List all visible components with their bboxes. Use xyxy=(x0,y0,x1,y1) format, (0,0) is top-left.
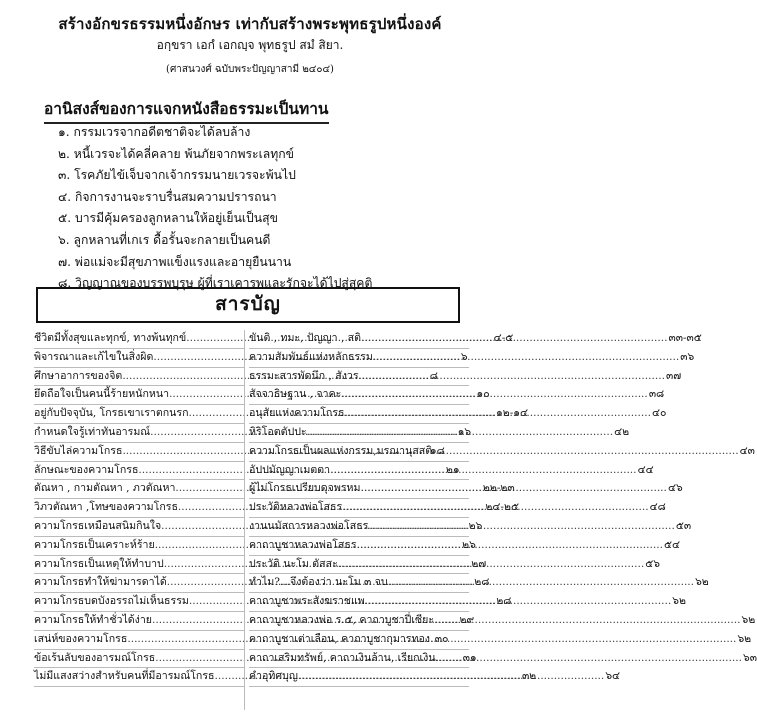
toc-entry-title: ชีวิตมีทั้งสุขและทุกข์, ทางพ้นทุกข์ xyxy=(34,332,187,344)
toc-entry-title: ตัณหา , กามตัณหา , ภวตัณหา xyxy=(34,482,176,495)
toc-dot-leader xyxy=(307,424,613,442)
toc-dot-leader xyxy=(360,480,666,498)
toc-entry-page: ๒๖ xyxy=(468,519,483,532)
toc-dot-leader xyxy=(388,574,694,592)
toc-dot-leader xyxy=(430,631,736,649)
toc-entry-page: ๔๒ xyxy=(614,425,630,438)
header-line-3: (ศาสนวงศ์ ฉบับพระปัญญาสามี ๒๔๐๔) xyxy=(166,64,334,75)
benefit-item: ๑. กรรมเวรจากอดีตชาติจะได้ลบล้าง xyxy=(58,125,251,139)
benefit-item: ๒. หนี้เวรจะได้คลี่คลาย พ้นภัยจากพระเลทุกข์ xyxy=(58,146,294,161)
toc-dot-leader xyxy=(436,650,742,668)
toc-entry xyxy=(249,443,755,462)
toc-entry-page: ๓๓-๓๕ xyxy=(668,332,702,344)
toc-entry-page: ๒๑ xyxy=(445,463,460,476)
toc-dot-leader xyxy=(432,443,738,461)
toc-entry-page: ๔๓ xyxy=(739,444,755,457)
toc-entry-page: ๖๒ xyxy=(741,613,756,626)
toc-entry-title: ทำไม?...จึงต้องว่า นะโม ๓ จบ xyxy=(249,576,388,589)
toc-entry-title: ความโกรธให้ทำชั่วได้ง่าย xyxy=(34,613,152,626)
toc-dot-leader xyxy=(342,499,648,517)
toc-entry-page: ๒๘ xyxy=(496,595,512,608)
toc-entry-title: ความสัมพันธ์แห่งหลักธรรม xyxy=(249,350,373,363)
toc-entry-title: หิริโอตตัปปะ xyxy=(249,425,307,438)
toc-entry-page: ๔๘ xyxy=(649,501,666,514)
toc-entry-title: ข้อเร้นลับของอารมณ์โกรธ xyxy=(34,651,156,664)
benefit-item: ๓. โรคภัยไข้เจ็บจากเจ้ากรรมนายเวรจะพ้นไป xyxy=(58,168,296,183)
toc-entry-page: ๑๘ xyxy=(429,444,445,457)
toc-entry-title: ประวัติหลวงพ่อโสธร xyxy=(249,501,343,514)
toc-entry-title: สัจจาธิษฐาน , จาคะ xyxy=(249,388,342,401)
toc-dot-leader xyxy=(368,518,674,536)
toc-entry-title: อนุสัยแห่งความโกรธ xyxy=(249,407,345,420)
toc-entry-title: ศึกษาอาการของจิต xyxy=(34,369,123,382)
toc-entry-title: ความโกรธเป็นเหตุให้ทำบาป xyxy=(34,557,164,570)
toc-entry-title: คาถาบูชาเต่าเลือน, คาถาบูชากุมารทอง xyxy=(249,632,430,645)
toc-entry-page: ๘ xyxy=(429,369,438,382)
toc-entry-page: ๔๖ xyxy=(667,482,683,495)
toc-entry-page: ๑๖ xyxy=(457,425,472,438)
toc-entry-title: กำหนดใจรู้เท่าทันอารมณ์ xyxy=(34,425,151,438)
toc-entry-page: ๔๐ xyxy=(651,407,667,420)
toc-entry xyxy=(249,424,630,443)
toc-entry-page: ๑๒-๑๔ xyxy=(495,407,529,420)
toc-entry-page: ๒๙ xyxy=(459,613,475,626)
toc-entry-page: ๓๗ xyxy=(665,369,682,382)
toc-entry-page: ๒๒-๒๓ xyxy=(482,482,515,495)
toc-dot-leader xyxy=(357,537,663,555)
toc-dot-leader xyxy=(373,349,679,367)
toc-entry-page: ๒๖ xyxy=(462,538,476,551)
toc-dot-leader xyxy=(365,593,671,611)
benefit-item: ๔. กิจการงานจะราบรื่นสมความปรารถนา xyxy=(58,189,277,204)
toc-entry-title: ความโกรธบดบังอรรถไม่เห็นธรรม xyxy=(34,595,189,608)
toc-dot-leader xyxy=(341,386,647,404)
toc-dot-leader xyxy=(330,462,636,480)
toc-entry-page: ๒๗ xyxy=(471,557,487,570)
header-line-1: สร้างอักขรธรรมหนึ่งอักษร เท่ากับสร้างพระพุทธรูปหนึ่งองค์ xyxy=(58,15,442,33)
toc-entry-page: ๖๓ xyxy=(743,651,757,664)
toc-entry xyxy=(249,631,752,650)
toc-entry-title: ความโกรธทำให้ฆ่ามารดาได้ xyxy=(34,576,167,589)
toc-entry-title: ขันติ , ทมะ, ปัญญา , สติ xyxy=(249,332,362,344)
toc-entry-page: ๓๘ xyxy=(648,388,665,401)
toc-entry-page: ๖๒ xyxy=(737,632,752,645)
toc-entry-page: ๑๐ xyxy=(476,388,490,401)
toc-entry-title: ประวัติ นะโม ตัสสะ xyxy=(249,557,338,570)
toc-entry-page: ๔๔ xyxy=(637,463,654,476)
toc-entry-title: ลักษณะของความโกรธ xyxy=(34,463,139,476)
toc-entry-title: ไม่มีแสงสว่างสำหรับคนที่มีอารมณ์โกรธ xyxy=(34,670,215,683)
toc-entry-title: คาถาบูชาหลวงพ่อ ร.๕, คาถาบูชาปี่เซียะ xyxy=(249,613,435,626)
toc-dot-leader xyxy=(434,612,740,630)
toc-entry xyxy=(249,349,695,368)
benefits-list xyxy=(58,122,372,295)
benefit-item: ๕. บารมีคุ้มครองลูกหลานให้อยู่เย็นเป็นสุข xyxy=(58,211,278,226)
toc-entry-title: คำอุทิศบุญ xyxy=(249,670,298,683)
toc-dot-leader xyxy=(359,368,665,386)
toc-entry-page: ๕๓ xyxy=(675,519,692,532)
benefit-item: ๘. วิญญาณของบรรพบุรุษ ผู้ที่เราเคารพและรักจะได้ไปสู่สุคติ xyxy=(58,276,373,291)
toc-entry-title: ความโกรธเหมือนสนิมกินใจ xyxy=(34,519,162,532)
toc-entry-title: วิธีขับไล่ความโกรธ xyxy=(34,444,123,457)
toc-entry xyxy=(249,612,756,631)
toc-dot-leader xyxy=(338,556,644,574)
toc-entry-title: คาถาเสริมทรัพย์, คาถาเงินล้าน, เรียกเงิน xyxy=(249,651,436,664)
toc-entry-page: ๖ xyxy=(460,350,468,363)
benefit-item: ๗. พ่อแม่จะมีสุขภาพแข็งแรงและอายุยืนนาน xyxy=(58,254,292,269)
toc-entry-page: ๒๘ xyxy=(474,576,490,589)
toc-entry-title: ผู้ไม่โกรธเปรียบดุจพรหม xyxy=(249,482,361,495)
toc-dot-leader xyxy=(361,330,667,348)
toc-entry-title: คาถาบูชาพระสังฆราชแพ xyxy=(249,595,365,608)
toc-entry-title: อัปปมัญญาเมตตา xyxy=(249,463,331,476)
toc-entry-page: ๖๒ xyxy=(672,595,686,608)
column-divider xyxy=(244,330,245,710)
toc-entry-title: ความโกรธเป็นผลแห่งกรรม,มรณานุสสติ xyxy=(249,444,433,457)
toc-entry xyxy=(249,368,682,387)
toc-entry-page: ๖๔ xyxy=(605,670,621,683)
toc-entry-title: ธรรมะสารพัดนึก , สังวร xyxy=(249,369,359,382)
toc-entry-title: งานนมัสการหลวงพ่อโสธร xyxy=(249,519,369,532)
toc-entry xyxy=(249,462,654,481)
toc-title: สารบัญ xyxy=(215,293,281,315)
toc-entry-page: ๓๑ xyxy=(462,651,477,664)
toc-entry-page: ๓๒ xyxy=(521,670,537,683)
toc-entry-page: ๓๐ xyxy=(434,632,449,645)
toc-entry-title: คาถาบูชาหลวงพ่อโสธร xyxy=(249,538,357,551)
toc-entry-title: พิจารณาและเก้ไขในสิ่งผิด xyxy=(34,350,154,363)
toc-entry-title: ยึดถือใจเป็นคนนี้ร้ายหนักหนา xyxy=(34,388,170,401)
toc-entry-page: ๓๖ xyxy=(680,350,695,363)
toc-banner xyxy=(36,287,460,323)
toc-entry-page: ๔-๕ xyxy=(493,332,514,344)
toc-entry-title: เสน่ห์ของความโกรธ xyxy=(34,632,128,645)
toc-entry-page: ๒๔-๒๕ xyxy=(485,501,519,514)
benefit-item: ๖. ลูกหลานที่เกเร ดื้อรั้นจะกลายเป็นคนดี xyxy=(58,232,271,247)
toc-dot-leader xyxy=(345,405,651,423)
toc-entry xyxy=(249,537,681,556)
toc-entry-page: ๕๔ xyxy=(663,538,681,551)
toc-entry-page: ๕๖ xyxy=(645,557,660,570)
benefits-title: อานิสงส์ของการแจกหนังสือธรรมะเป็นทาน xyxy=(44,96,329,124)
toc-entry-page: ๖๒ xyxy=(695,576,709,589)
toc-entry-title: ความโกรธเป็นเคราะห์ร้าย xyxy=(34,538,155,551)
toc-entry-title: อยู่กับปัจจุบัน, โกรธเขาเราตกนรก xyxy=(34,407,189,420)
toc-entry-title: วิภวตัณหา ,โทษของความโกรธ xyxy=(34,501,178,514)
toc-dot-leader xyxy=(298,668,604,686)
header-line-2: อกฺขรา เอกํ เอกญฺจ พุทธรูป สมํ สิยา. xyxy=(156,38,344,52)
